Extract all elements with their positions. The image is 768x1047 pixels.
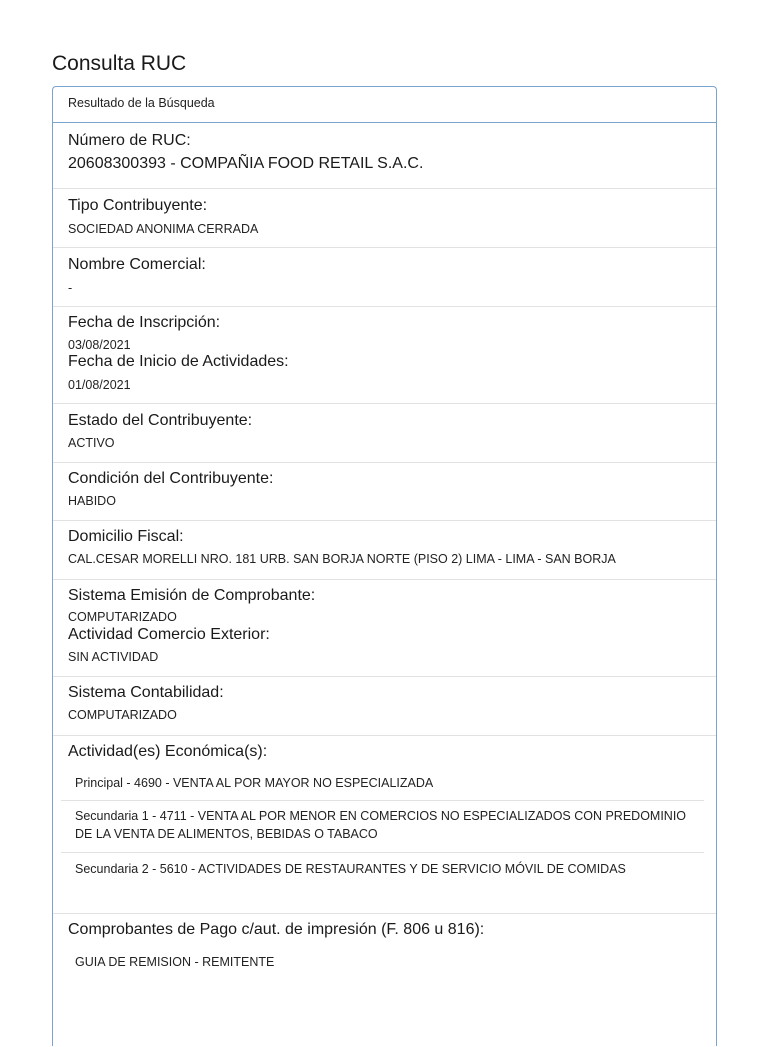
activity-divider (61, 852, 704, 853)
activity-divider (61, 800, 704, 801)
comprobantes-label: Comprobantes de Pago c/aut. de impresión (F. 806 u 816): (68, 921, 485, 938)
emision-section (53, 579, 716, 676)
tipo-section (53, 188, 716, 247)
condicion-section (53, 462, 716, 520)
estado-label: Estado del Contribuyente: (68, 412, 253, 429)
comprobante-item: GUIA DE REMISION - REMITENTE (75, 955, 275, 969)
nombre-label: Nombre Comercial: (68, 256, 206, 273)
comercio-value: SIN ACTIVIDAD (68, 650, 159, 664)
inicio-value: 01/08/2021 (68, 378, 131, 392)
domicilio-label: Domicilio Fiscal: (68, 528, 184, 545)
emision-value: COMPUTARIZADO (68, 610, 177, 624)
nombre-section (53, 247, 716, 306)
domicilio-section (53, 520, 716, 579)
tipo-value: SOCIEDAD ANONIMA CERRADA (68, 222, 259, 236)
inscripcion-label: Fecha de Inscripción: (68, 314, 221, 331)
emision-label: Sistema Emisión de Comprobante: (68, 587, 316, 604)
page-title: Consulta RUC (52, 52, 187, 75)
comprobantes-section (53, 913, 716, 1047)
nombre-value: - (68, 281, 73, 295)
estado-value: ACTIVO (68, 436, 115, 450)
ruc-section (53, 123, 716, 188)
contabilidad-label: Sistema Contabilidad: (68, 684, 224, 701)
estado-section (53, 403, 716, 462)
contabilidad-section (53, 676, 716, 735)
domicilio-value: CAL.CESAR MORELLI NRO. 181 URB. SAN BORJA NORTE (PISO 2) LIMA - LIMA - SAN BORJA (68, 552, 616, 566)
search-result-panel (52, 86, 717, 1046)
contabilidad-value: COMPUTARIZADO (68, 708, 177, 722)
fechas-section (53, 306, 716, 403)
actividades-section (53, 735, 716, 913)
condicion-label: Condición del Contribuyente: (68, 470, 274, 487)
activity-item-secundaria-2: Secundaria 2 - 5610 - ACTIVIDADES DE RESTAURANTES Y DE SERVICIO MÓVIL DE COMIDAS (75, 862, 626, 876)
panel-heading: Resultado de la Búsqueda (53, 87, 716, 123)
tipo-label: Tipo Contribuyente: (68, 197, 208, 214)
activity-item-secundaria-1: Secundaria 1 - 4711 - VENTA AL POR MENOR EN COMERCIOS NO ESPECIALIZADOS CON PREDOMINIO DE LA VENTA DE ALIMENTOS, BEBIDAS O TABACO (75, 809, 687, 841)
ruc-value: 20608300393 - COMPAÑIA FOOD RETAIL S.A.C. (68, 155, 424, 172)
actividades-label: Actividad(es) Económica(s): (68, 743, 268, 760)
activity-item-principal: Principal - 4690 - VENTA AL POR MAYOR NO ESPECIALIZADA (75, 776, 434, 790)
condicion-value: HABIDO (68, 494, 116, 508)
inicio-label: Fecha de Inicio de Actividades: (68, 353, 289, 370)
comercio-label: Actividad Comercio Exterior: (68, 626, 270, 643)
ruc-label: Número de RUC: (68, 132, 191, 149)
inscripcion-value: 03/08/2021 (68, 338, 131, 352)
